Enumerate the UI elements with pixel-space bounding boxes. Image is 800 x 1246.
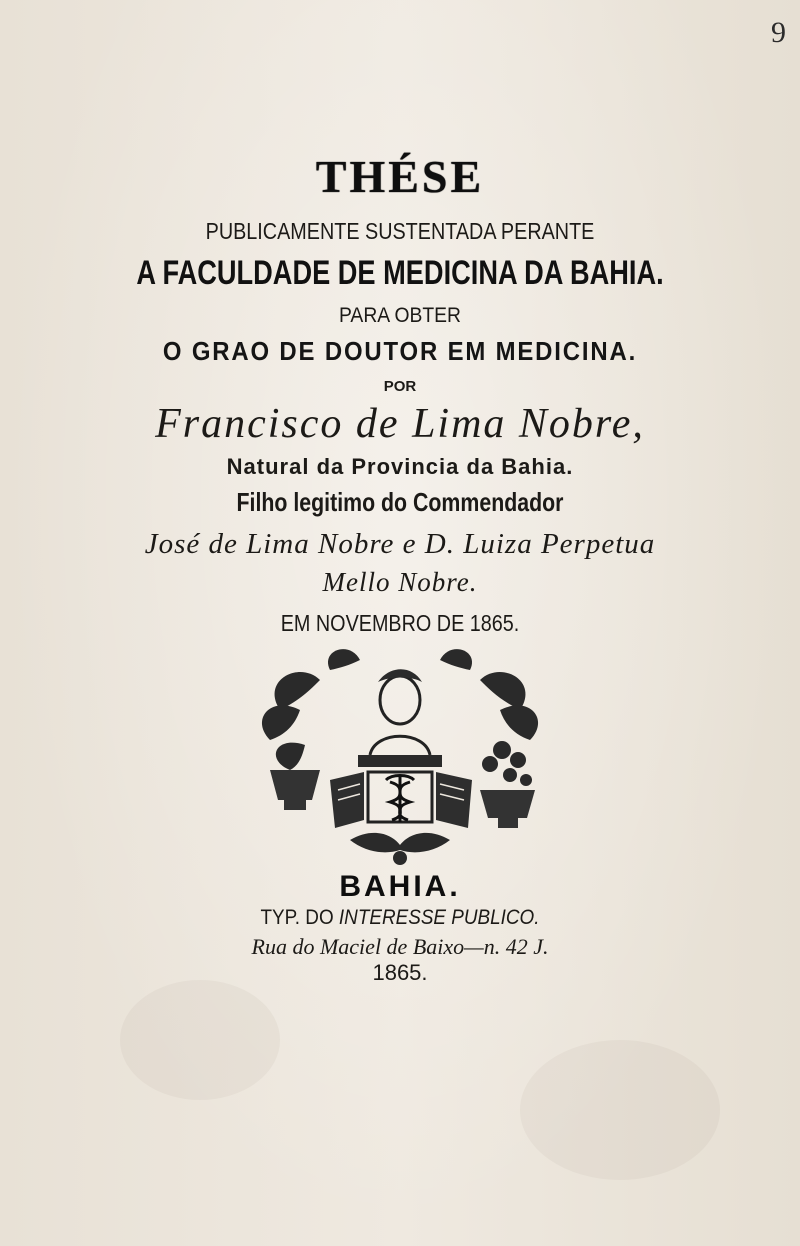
medical-emblem-icon (240, 640, 560, 870)
paper-stain (120, 980, 280, 1100)
author-name: Francisco de Lima Nobre, (155, 401, 645, 447)
imprint-year: 1865. (372, 960, 428, 985)
para-obter-line: PARA OBTER (338, 304, 462, 327)
thesis-title: THÉSE (315, 151, 485, 202)
imprint-city: BAHIA. (339, 870, 461, 903)
por-line: POR (383, 378, 417, 395)
parents-line-2: Mello Nobre. (322, 567, 478, 597)
imprint-typ-name: INTERESSE PUBLICO. (338, 906, 540, 929)
imprint-typography (40, 906, 760, 930)
parents-line-1: José de Lima Nobre e D. Luiza Perpetua (144, 528, 656, 560)
imprint-address: Rua do Maciel de Baixo—n. 42 J. (251, 934, 549, 959)
degree-line: O GRAO DE DOUTOR EM MEDICINA. (162, 336, 638, 366)
filiation-line: Filho legitimo do Commendador (236, 487, 564, 517)
faculty-line: A FACULDADE DE MEDICINA DA BAHIA. (136, 254, 664, 292)
page-number: 9 (771, 16, 786, 49)
paper-stain (520, 1040, 720, 1180)
origin-line: Natural da Provincia da Bahia. (226, 454, 574, 479)
subtitle-line: PUBLICAMENTE SUSTENTADA PERANTE (205, 218, 595, 244)
imprint-typ-prefix: TYP. DO (260, 906, 334, 929)
date-line: EM NOVEMBRO DE 1865. (280, 610, 520, 636)
